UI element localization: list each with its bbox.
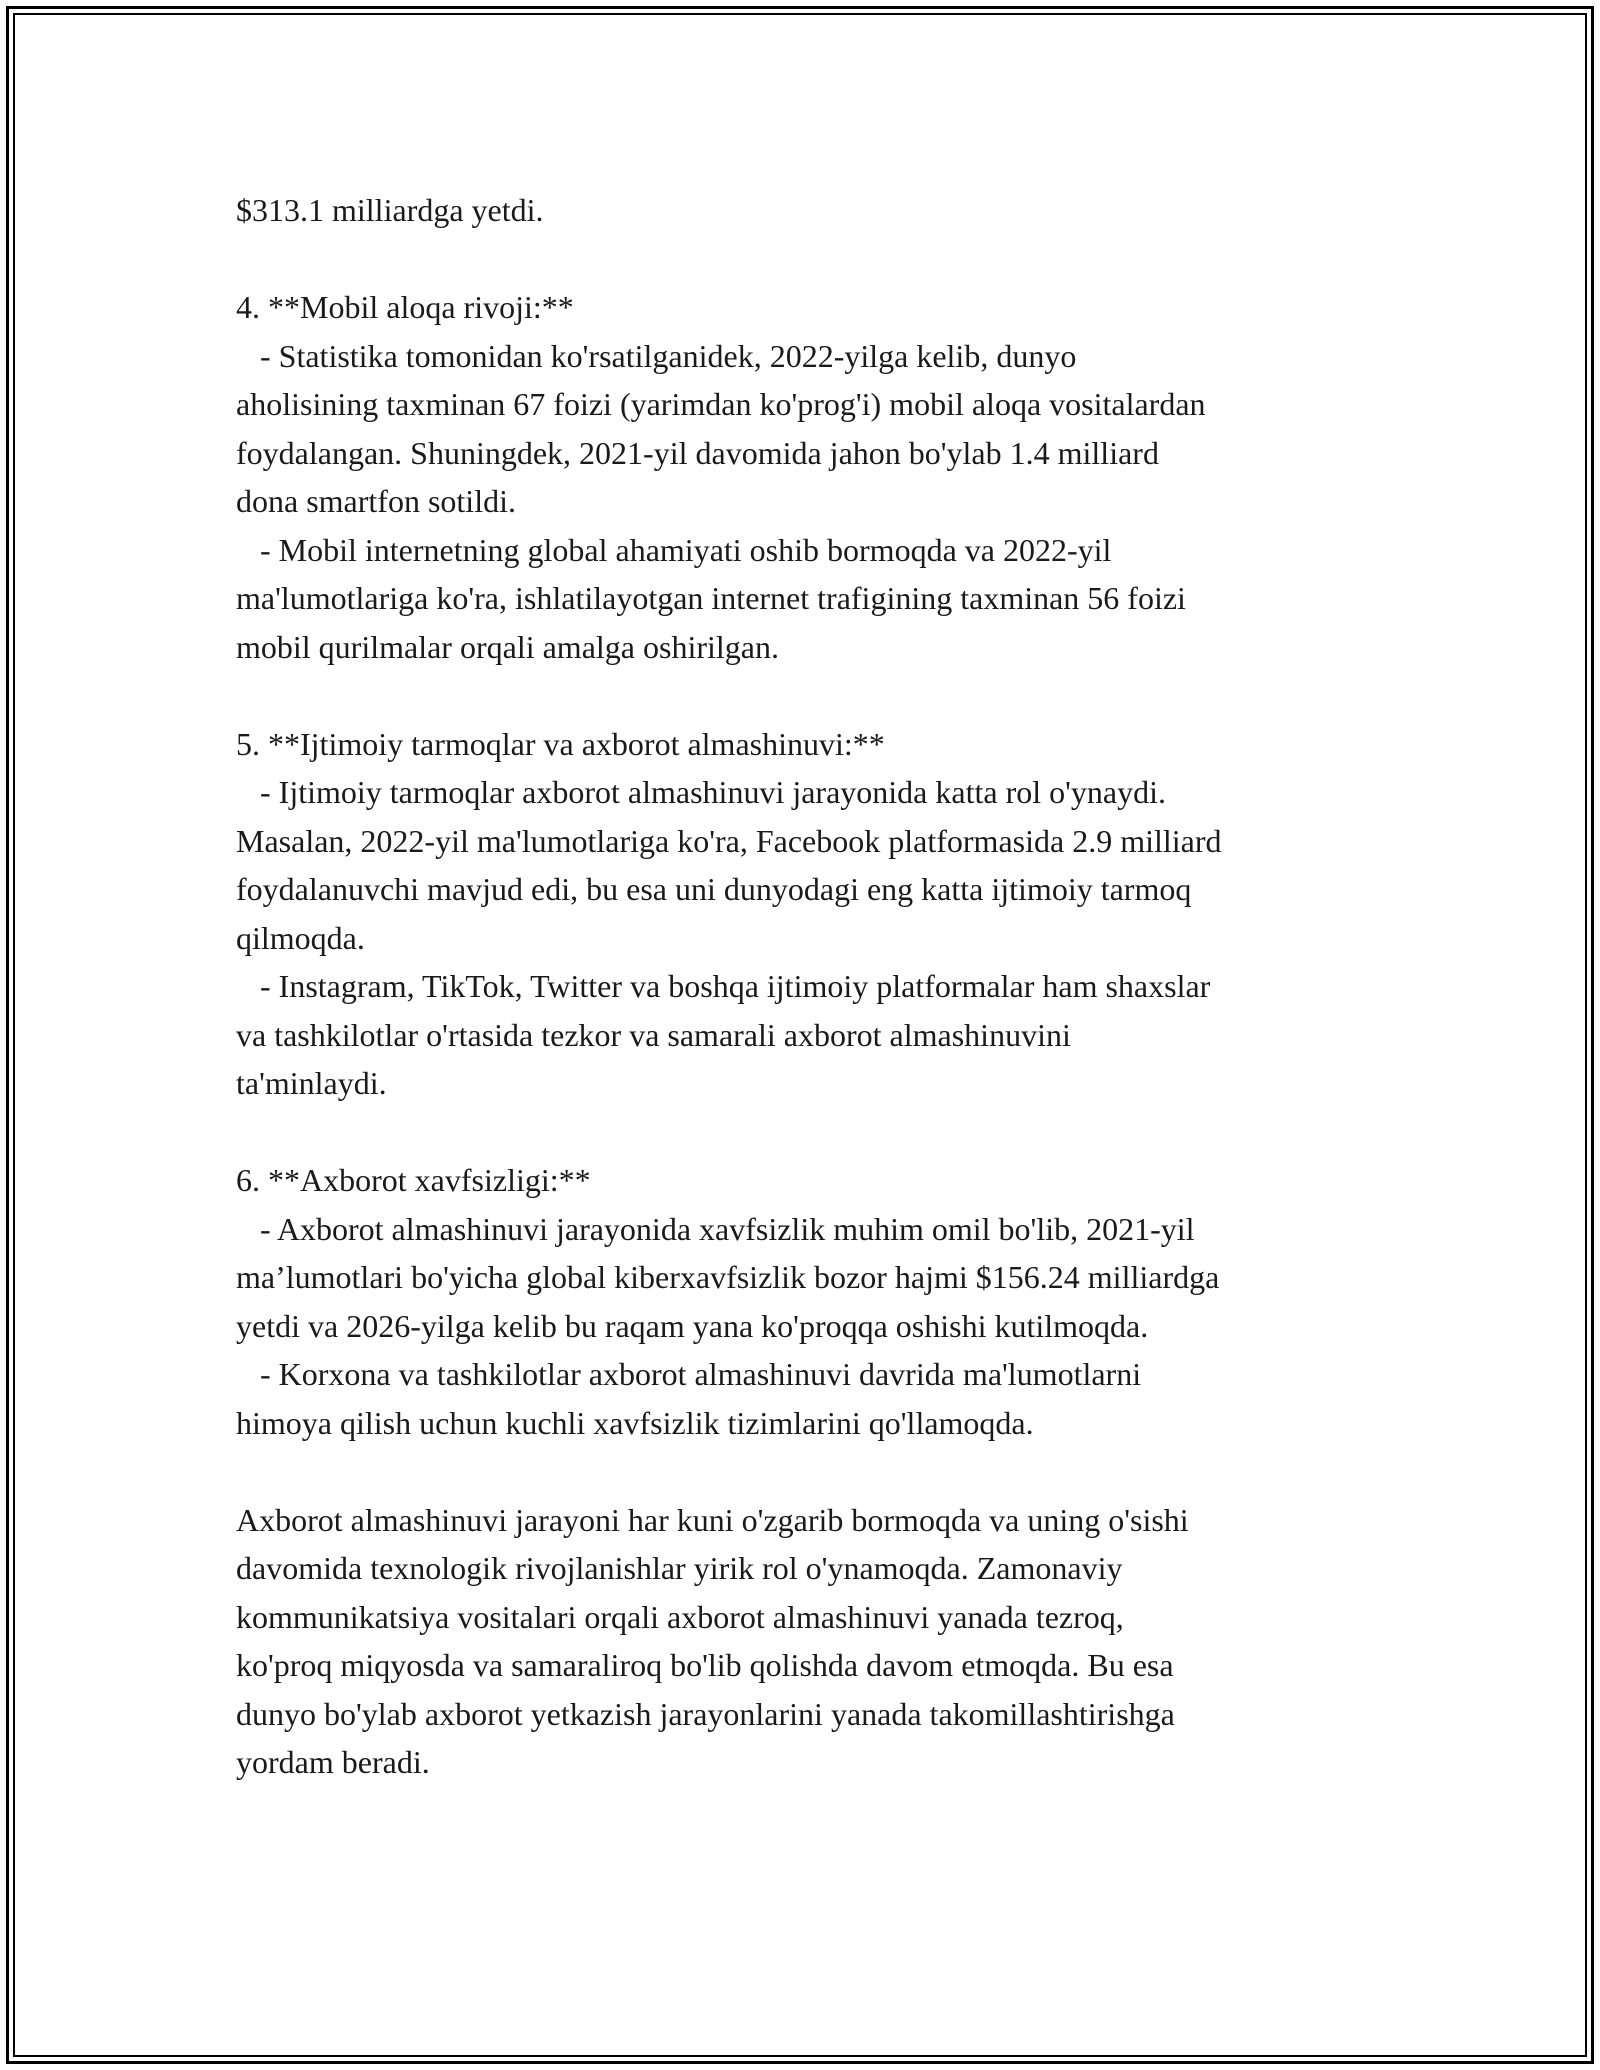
section-line: dona smartfon sotildi. — [236, 483, 516, 519]
section-line: Masalan, 2022-yil ma'lumotlariga ko'ra, Facebook platformasida 2.9 milliard — [236, 822, 1222, 859]
conclusion-paragraph — [236, 1496, 1386, 1787]
conclusion-line: davomida texnologik rivojlanishlar yirik rol o'ynamoqda. Zamonaviy — [236, 1550, 1123, 1586]
section-mobile — [236, 283, 1386, 671]
section-heading: 6. **Axborot xavfsizligi:** — [236, 1162, 591, 1198]
paragraph-spacer — [236, 235, 1386, 284]
section-heading: 5. **Ijtimoiy tarmoqlar va axborot almashinuvi:** — [236, 725, 885, 762]
document-body — [236, 186, 1386, 1787]
section-line: himoya qilish uchun kuchli xavfsizlik tizimlarini qo'llamoqda. — [236, 1404, 1034, 1441]
section-line: yetdi va 2026-yilga kelib bu raqam yana ko'proqqa oshishi kutilmoqda. — [236, 1307, 1149, 1344]
section-line: - Ijtimoiy tarmoqlar axborot almashinuvi jarayonida katta rol o'ynaydi. — [236, 774, 1166, 810]
conclusion-line: kommunikatsiya vositalari orqali axborot almashinuvi yanada tezroq, — [236, 1598, 1124, 1635]
conclusion-line: ko'proq miqyosda va samaraliroq bo'lib qolishda davom etmoqda. Bu esa — [236, 1647, 1174, 1683]
section-line: aholisining taxminan 67 foizi (yarimdan ko'prog'i) mobil aloqa vositalardan — [236, 386, 1206, 422]
section-line: - Korxona va tashkilotlar axborot almashinuvi davrida ma'lumotlarni — [236, 1356, 1142, 1392]
section-security — [236, 1156, 1386, 1447]
section-line: foydalangan. Shuningdek, 2021-yil davomida jahon bo'ylab 1.4 milliard — [236, 434, 1159, 471]
conclusion-line: dunyo bo'ylab axborot yetkazish jarayonlarini yanada takomillashtirishga — [236, 1695, 1175, 1732]
section-line: foydalanuvchi mavjud edi, bu esa uni dunyodagi eng katta ijtimoiy tarmoq — [236, 871, 1192, 907]
section-line: - Statistika tomonidan ko'rsatilganidek, 2022-yilga kelib, dunyo — [236, 337, 1077, 374]
intro-line: $313.1 milliardga yetdi. — [236, 192, 544, 228]
section-line: qilmoqda. — [236, 919, 365, 956]
conclusion-line: yordam beradi. — [236, 1744, 430, 1780]
section-line: ta'minlaydi. — [236, 1065, 387, 1101]
section-line: - Instagram, TikTok, Twitter va boshqa ijtimoiy platformalar ham shaxslar — [236, 968, 1211, 1004]
section-line: ma'lumotlariga ko'ra, ishlatilayotgan internet trafigining taxminan 56 foizi — [236, 580, 1186, 616]
section-line: ma’lumotlari bo'yicha global kiberxavfsizlik bozor hajmi $156.24 milliardga — [236, 1259, 1220, 1295]
section-social — [236, 720, 1386, 1108]
section-line: - Mobil internetning global ahamiyati oshib bormoqda va 2022-yil — [236, 531, 1112, 568]
section-line: mobil qurilmalar orqali amalga oshirilgan. — [236, 628, 779, 665]
paragraph-spacer — [236, 1108, 1386, 1157]
section-heading: 4. **Mobil aloqa rivoji:** — [236, 289, 574, 325]
paragraph-spacer — [236, 1447, 1386, 1496]
paragraph-spacer — [236, 671, 1386, 720]
conclusion-line: Axborot almashinuvi jarayoni har kuni o'zgarib bormoqda va uning o'sishi — [236, 1501, 1189, 1538]
section-line: - Axborot almashinuvi jarayonida xavfsizlik muhim omil bo'lib, 2021-yil — [236, 1210, 1195, 1247]
section-line: va tashkilotlar o'rtasida tezkor va samarali axborot almashinuvini — [236, 1016, 1071, 1053]
